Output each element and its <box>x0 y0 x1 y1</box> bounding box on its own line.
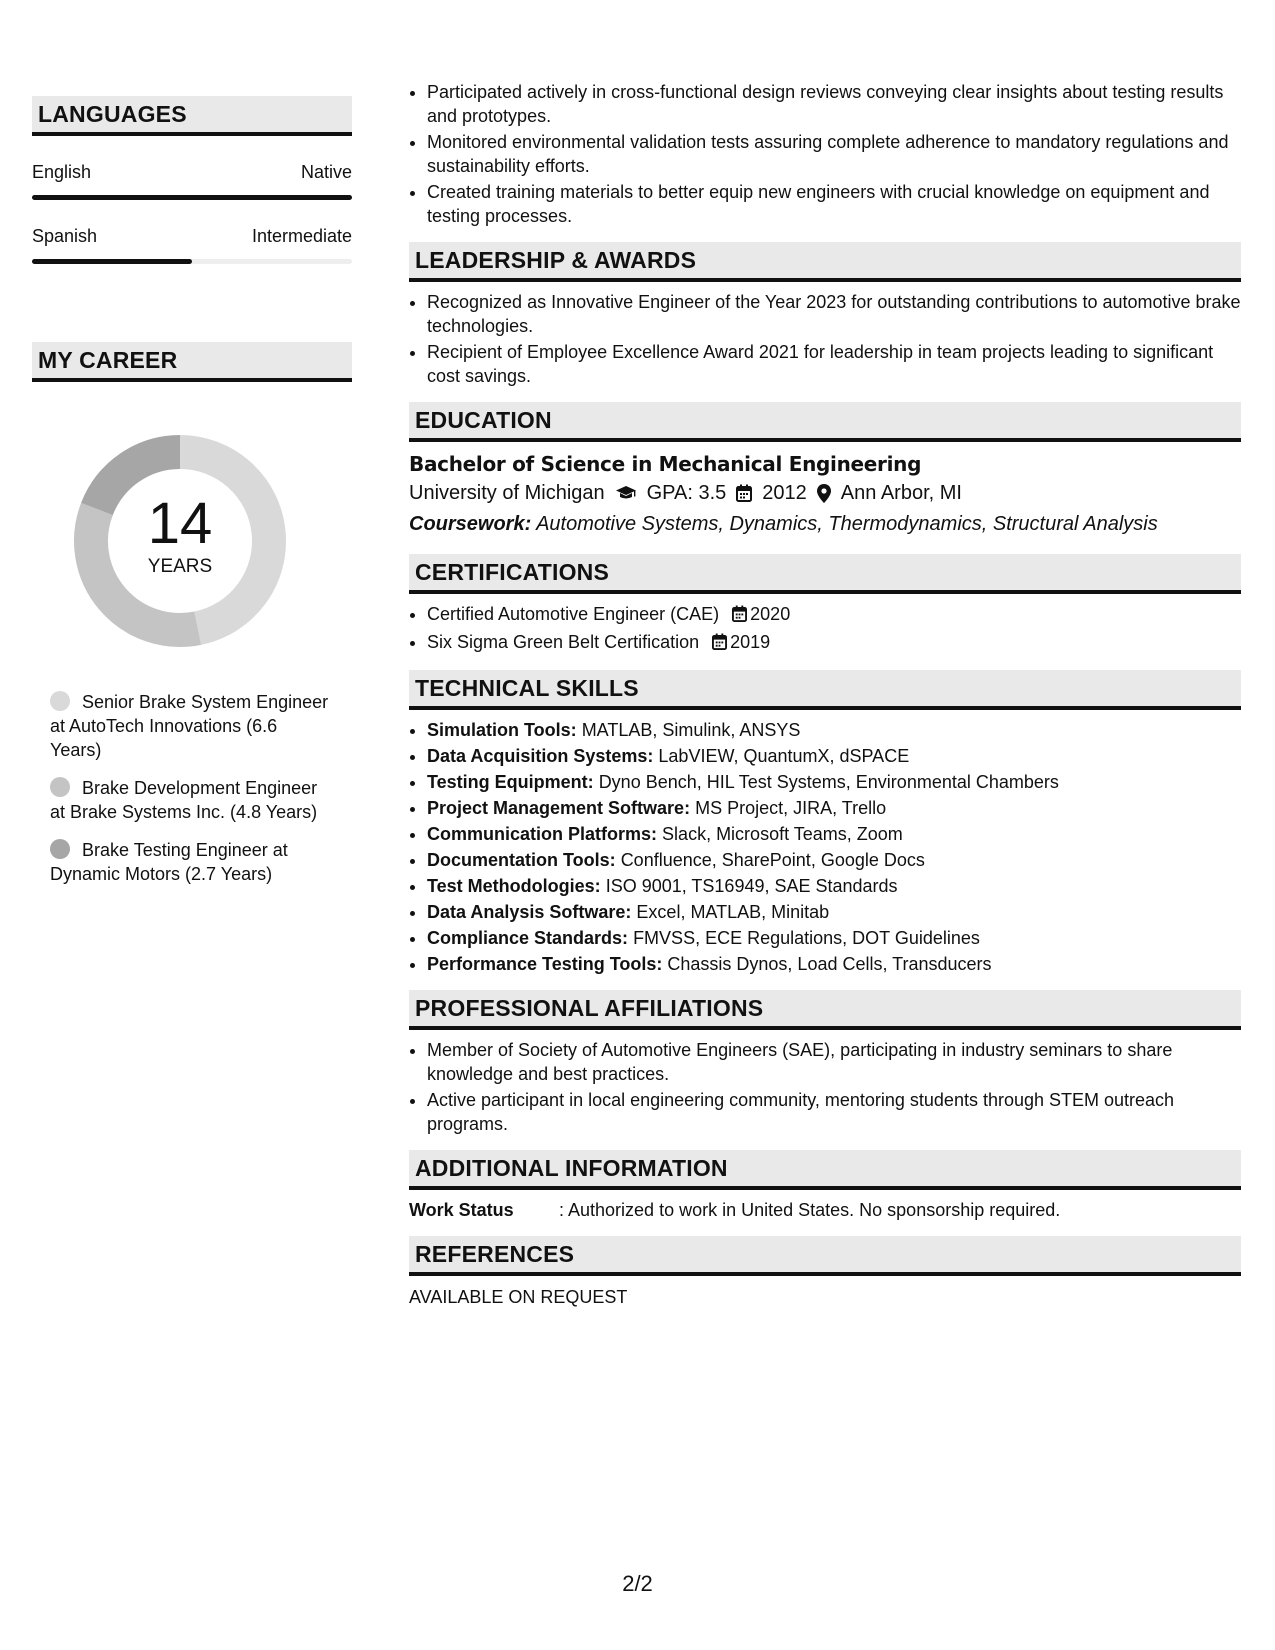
coursework-label: Coursework: <box>409 513 532 535</box>
list-item: • Recognized as Innovative Engineer of the Year 2023 for outstanding contributions to automotive brake technologies. <box>427 290 1241 338</box>
language-proficiency-fill <box>32 259 192 264</box>
career-legend-dot <box>50 839 70 859</box>
skill-value: MS Project, JIRA, Trello <box>695 798 887 818</box>
language-proficiency-bar <box>32 195 352 200</box>
language-proficiency-bar <box>32 259 352 264</box>
list-item <box>427 630 1241 656</box>
skill-value: Dyno Bench, HIL Test Systems, Environmental Chambers <box>598 772 1059 792</box>
left-column <box>32 96 352 900</box>
coursework-value: Automotive Systems, Dynamics, Thermodynamics, Structural Analysis <box>536 513 1158 535</box>
list-item <box>427 602 1241 628</box>
skill-value: MATLAB, Simulink, ANSYS <box>581 720 801 740</box>
skill-item <box>427 796 1241 820</box>
skill-value: Chassis Dynos, Load Cells, Transducers <box>667 954 992 974</box>
career-item <box>50 838 330 886</box>
career-legend-dot <box>50 777 70 797</box>
skill-value: ISO 9001, TS16949, SAE Standards <box>605 876 898 896</box>
skill-label: Project Management Software: <box>427 798 691 818</box>
list-item: • Active participant in local engineering community, mentoring students through STEM outreach programs. <box>427 1088 1241 1136</box>
references-section <box>409 1236 1241 1310</box>
career-list <box>32 690 330 886</box>
career-item-text: Brake Development Engineer at Brake Systems Inc. (4.8 Years) <box>50 778 318 822</box>
page-number: 2/2 <box>622 1571 653 1596</box>
education-heading: EDUCATION <box>409 402 1241 442</box>
list-item: • Participated actively in cross-functional design reviews conveying clear insights about testing results and prototypes. <box>427 80 1241 128</box>
certification-name: Six Sigma Green Belt Certification <box>427 632 700 652</box>
right-column <box>409 80 1241 1310</box>
calendar-icon <box>736 484 752 502</box>
leadership-heading: LEADERSHIP & AWARDS <box>409 242 1241 282</box>
skill-label: Data Acquisition Systems: <box>427 746 654 766</box>
education-location: Ann Arbor, MI <box>840 482 962 504</box>
skill-item <box>427 874 1241 898</box>
education-school: University of Michigan <box>409 482 605 504</box>
skill-label: Compliance Standards: <box>427 928 629 948</box>
list-item: • Created training materials to better equip new engineers with crucial knowledge on equipment and testing processes. <box>427 180 1241 228</box>
skill-item <box>427 770 1241 794</box>
skills-section <box>409 670 1241 976</box>
skill-label: Documentation Tools: <box>427 850 616 870</box>
language-english <box>32 162 352 200</box>
career-donut-chart <box>65 426 295 656</box>
work-status-value: : Authorized to work in United States. No sponsorship required. <box>559 1200 1061 1220</box>
certification-year: 2019 <box>730 632 771 652</box>
list-item: • Recipient of Employee Excellence Award 2021 for leadership in team projects leading to significant cost savings. <box>427 340 1241 388</box>
map-pin-icon <box>817 484 831 503</box>
education-section <box>409 402 1241 540</box>
language-level: Intermediate <box>251 226 352 246</box>
skill-item <box>427 952 1241 976</box>
skill-value: Excel, MATLAB, Minitab <box>636 902 830 922</box>
additional-info-heading: ADDITIONAL INFORMATION <box>409 1150 1241 1190</box>
affiliations-section <box>409 990 1241 1136</box>
skill-item <box>427 926 1241 950</box>
skills-heading: TECHNICAL SKILLS <box>409 670 1241 710</box>
additional-info-section <box>409 1150 1241 1222</box>
career-item <box>50 776 330 824</box>
skill-label: Testing Equipment: <box>427 772 594 792</box>
language-name: English <box>32 162 92 182</box>
calendar-icon <box>732 604 747 628</box>
leadership-section <box>409 242 1241 388</box>
skill-item <box>427 822 1241 846</box>
career-item-text: Brake Testing Engineer at Dynamic Motors (2.7 Years) <box>50 840 288 884</box>
language-spanish <box>32 226 352 264</box>
career-legend-dot <box>50 691 70 711</box>
skill-label: Communication Platforms: <box>427 824 658 844</box>
certifications-heading: CERTIFICATIONS <box>409 554 1241 594</box>
certification-year: 2020 <box>750 604 791 624</box>
languages-heading: LANGUAGES <box>32 96 352 136</box>
skill-label: Test Methodologies: <box>427 876 601 896</box>
calendar-icon <box>712 632 727 656</box>
skill-label: Performance Testing Tools: <box>427 954 663 974</box>
list-item: • Monitored environmental validation tests assuring complete adherence to mandatory regulations and sustainability efforts. <box>427 130 1241 178</box>
education-degree: Bachelor of Science in Mechanical Engineering <box>409 452 922 476</box>
affiliations-heading: PROFESSIONAL AFFILIATIONS <box>409 990 1241 1030</box>
skill-item <box>427 744 1241 768</box>
career-item <box>50 690 330 762</box>
references-heading: REFERENCES <box>409 1236 1241 1276</box>
certification-name: Certified Automotive Engineer (CAE) <box>427 604 720 624</box>
skill-item <box>427 718 1241 742</box>
work-status-label: Work Status <box>409 1200 514 1220</box>
work-status-row <box>409 1198 1241 1222</box>
education-gpa: GPA: 3.5 <box>646 482 727 504</box>
career-years-label: YEARS <box>147 556 213 577</box>
education-coursework <box>409 508 1241 540</box>
skill-item <box>427 900 1241 924</box>
career-years-value: 14 <box>147 491 213 556</box>
skill-value: Confluence, SharePoint, Google Docs <box>620 850 925 870</box>
language-proficiency-fill <box>32 195 352 200</box>
language-name: Spanish <box>32 226 98 246</box>
references-text: AVAILABLE ON REQUEST <box>409 1287 628 1307</box>
career-heading: MY CAREER <box>32 342 352 382</box>
language-level: Native <box>300 162 352 182</box>
list-item: • Member of Society of Automotive Engineers (SAE), participating in industry seminars to share knowledge and best practices. <box>427 1038 1241 1086</box>
skill-value: FMVSS, ECE Regulations, DOT Guidelines <box>633 928 980 948</box>
skill-item <box>427 848 1241 872</box>
education-details <box>409 478 1241 508</box>
skill-value: LabVIEW, QuantumX, dSPACE <box>658 746 910 766</box>
education-year: 2012 <box>762 482 807 504</box>
certifications-section <box>409 554 1241 656</box>
skill-label: Data Analysis Software: <box>427 902 632 922</box>
graduation-cap-icon <box>615 485 637 501</box>
skill-value: Slack, Microsoft Teams, Zoom <box>662 824 903 844</box>
skill-label: Simulation Tools: <box>427 720 577 740</box>
career-item-text: Senior Brake System Engineer at AutoTech Innovations (6.6 Years) <box>50 692 329 760</box>
experience-bullets <box>409 80 1241 228</box>
